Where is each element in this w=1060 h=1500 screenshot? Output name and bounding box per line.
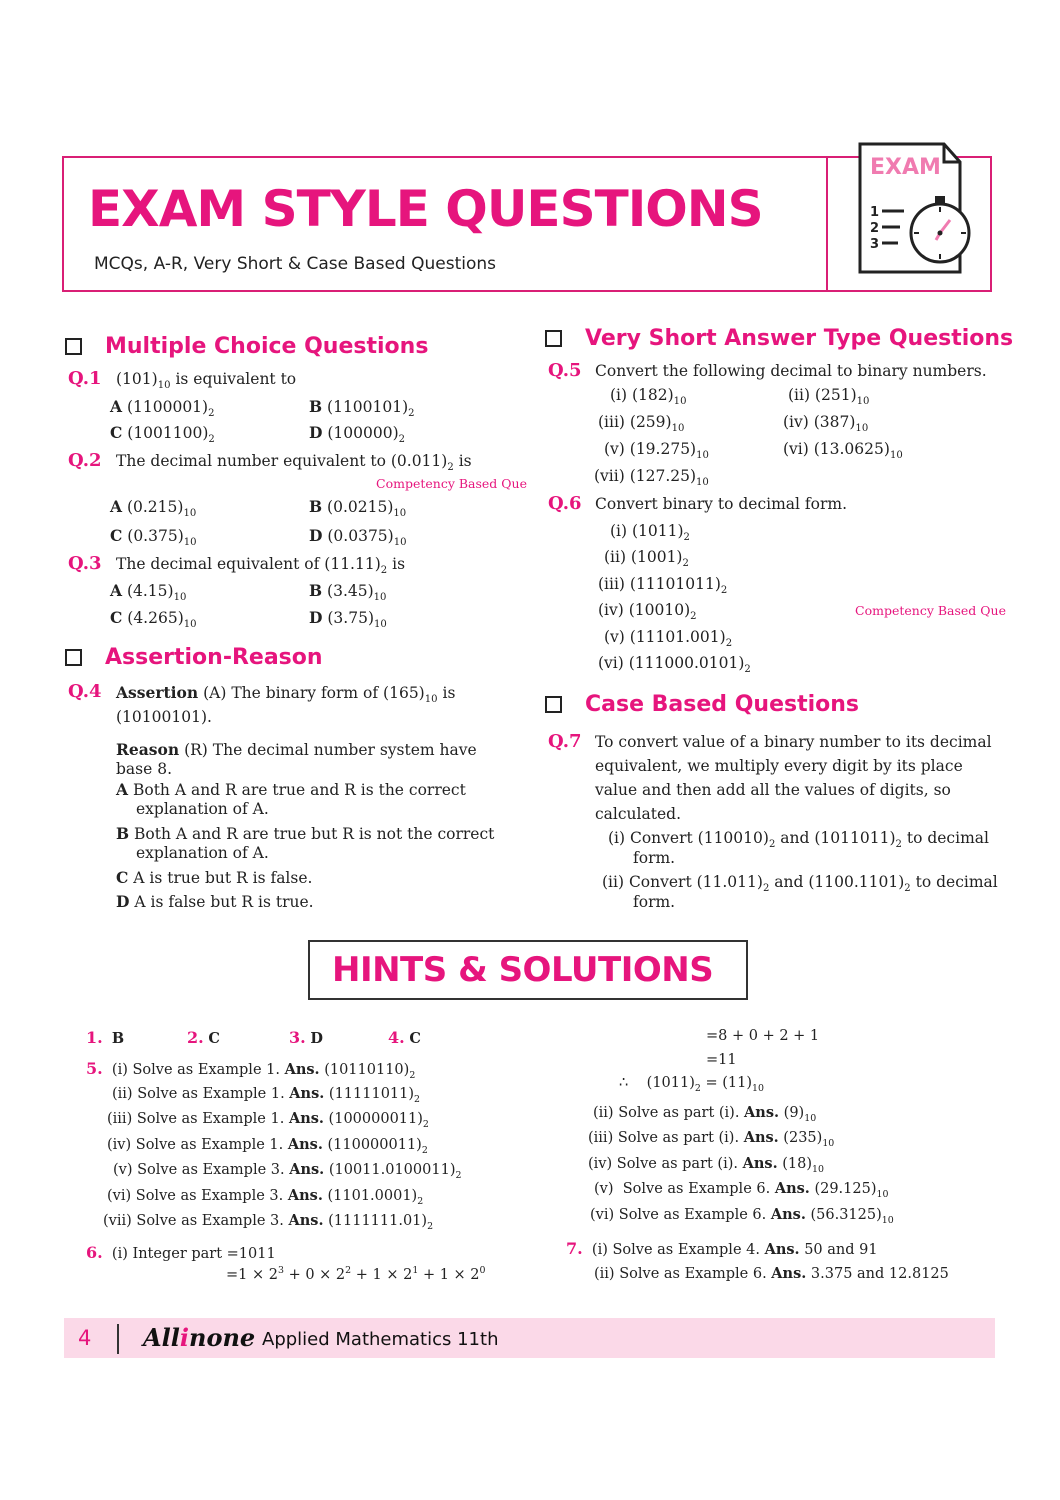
q7-line-1: To convert value of a binary number to its decimal (595, 733, 992, 751)
q2-option-b[interactable]: B $(0.0215)_{10}$ (309, 497, 407, 519)
answer-5-iv: (iv) Solve as Example 1. Ans. $(110000011)_2$ (107, 1136, 428, 1156)
answer-5-v: (v) Solve as Example 3. Ans. $(10011.0100011)_2$ (113, 1161, 462, 1181)
answer-2: 2. C (187, 1028, 220, 1047)
q5-part-vii: (vii) $(127.25)_{10}$ (594, 467, 709, 488)
answer-5-i: 5. (i) Solve as Example 1. Ans. $(10110110)_2$ (86, 1059, 416, 1081)
q1-text: $(101)_{10}$ is equivalent to (116, 370, 297, 391)
q2-option-d[interactable]: D $(0.0375)_{10}$ (309, 526, 407, 548)
q6-part-v: (v) $(11101.001)_2$ (604, 628, 733, 649)
answer-4: 4. C (388, 1028, 421, 1047)
exam-clipboard-icon (852, 140, 977, 275)
q1-option-c[interactable]: C $(1001100)_2$ (110, 423, 215, 445)
q5-text: Convert the following decimal to binary numbers. (595, 362, 987, 380)
q5-part-v: (v) $(19.275)_{10}$ (604, 440, 709, 461)
q5-part-iv: (iv) $(387)_{10}$ (783, 413, 869, 434)
page-subtitle: MCQs, A-R, Very Short & Case Based Questions (94, 254, 496, 274)
q4-assertion: Assertion (A) The binary form of $(165)_{10}$ is (116, 683, 456, 705)
q2-number: Q.2 (68, 450, 102, 471)
answer-6-iii: (iii) Solve as part (i). Ans. $(235)_{10}$ (588, 1129, 835, 1149)
q3-option-b[interactable]: B $(3.45)_{10}$ (309, 581, 387, 603)
q5-number: Q.5 (548, 360, 582, 381)
q3-text: The decimal equivalent of $(11.11)_2$ is (116, 555, 406, 576)
q6-part-iii: (iii) $(11101011)_2$ (598, 575, 728, 596)
vsa-checkbox[interactable] (545, 330, 562, 347)
svg-text:3: 3 (870, 237, 880, 252)
case-checkbox[interactable] (545, 696, 562, 713)
q4-number: Q.4 (68, 681, 102, 702)
hints-title: HINTS & SOLUTIONS (332, 950, 714, 990)
q4-option-b-line2: explanation of A. (136, 844, 269, 862)
q6-part-i: (i) $(1011)_2$ (610, 522, 690, 543)
answer-7-i: 7. (i) Solve as Example 4. Ans. 50 and 91 (566, 1239, 878, 1258)
answer-6-iv: (iv) Solve as part (i). Ans. $(18)_{10}$ (588, 1155, 824, 1175)
q7-part-ii-line2: form. (633, 893, 676, 911)
competency-tag: Competency Based Que (376, 476, 527, 491)
q1-option-d[interactable]: D $(100000)_2$ (309, 423, 406, 445)
svg-text:2: 2 (870, 221, 880, 236)
q7-line-2: equivalent, we multiply every digit by its place (595, 757, 963, 775)
q4-option-c[interactable]: C A is true but R is false. (116, 868, 313, 887)
page-title: EXAM STYLE QUESTIONS (88, 180, 763, 238)
answer-7-ii: (ii) Solve as Example 6. Ans. 3.375 and 12.8125 (594, 1265, 949, 1282)
competency-tag-2: Competency Based Que (855, 603, 1006, 618)
mcq-checkbox[interactable] (65, 338, 82, 355)
q4-assertion-value: (10100101). (116, 708, 212, 726)
q7-number: Q.7 (548, 731, 582, 752)
q7-line-4: calculated. (595, 805, 681, 823)
q6-number: Q.6 (548, 493, 582, 514)
ar-heading: Assertion-Reason (105, 645, 323, 670)
header-divider (826, 156, 828, 292)
vsa-heading: Very Short Answer Type Questions (585, 326, 1014, 351)
q1-option-a[interactable]: A $(1100001)_2$ (110, 397, 215, 419)
brand-logo: Allinone (143, 1323, 256, 1352)
q4-option-a-line2: explanation of A. (136, 800, 269, 818)
q6-part-ii: (ii) $(1001)_2$ (604, 548, 689, 569)
q1-option-b[interactable]: B $(1100101)_2$ (309, 397, 415, 419)
q7-line-3: value and then add all the values of digits, so (595, 781, 951, 799)
answer-6-total: =11 (706, 1052, 737, 1068)
q5-part-iii: (iii) $(259)_{10}$ (598, 413, 685, 434)
q4-option-d[interactable]: D A is false but R is true. (116, 892, 314, 911)
q6-text: Convert binary to decimal form. (595, 495, 848, 513)
q2-option-a[interactable]: A $(0.215)_{10}$ (110, 497, 197, 519)
svg-text:EXAM: EXAM (870, 155, 941, 180)
q4-reason-line2: base 8. (116, 760, 173, 778)
q4-reason: Reason (R) The decimal number system have (116, 740, 477, 759)
q3-option-a[interactable]: A $(4.15)_{10}$ (110, 581, 187, 603)
answer-3: 3. D (289, 1028, 323, 1047)
answer-6-i: 6. (i) Integer part =1011 (86, 1243, 276, 1262)
q3-option-d[interactable]: D $(3.75)_{10}$ (309, 608, 387, 630)
book-title: Applied Mathematics 11th (262, 1329, 499, 1350)
q4-option-b[interactable]: B Both A and R are true but R is not the correct (116, 824, 495, 843)
q5-part-i: (i) $(182)_{10}$ (610, 386, 687, 407)
answer-6-sum: =8 + 0 + 2 + 1 (706, 1028, 820, 1044)
q7-part-i-line2: form. (633, 849, 676, 867)
svg-text:1: 1 (870, 205, 880, 220)
answer-5-ii: (ii) Solve as Example 1. Ans. $(11111011)_2$ (112, 1085, 421, 1105)
answer-6-result: ∴ $(1011)_2 = (11)_{10}$ (619, 1075, 765, 1094)
q6-part-vi: (vi) $(111000.0101)_2$ (598, 654, 751, 675)
q5-part-vi: (vi) $(13.0625)_{10}$ (783, 440, 903, 461)
page-number: 4 (78, 1326, 92, 1350)
footer-divider (117, 1324, 119, 1354)
answer-6-ii: (ii) Solve as part (i). Ans. $(9)_{10}$ (593, 1104, 817, 1124)
q2-text: The decimal number equivalent to $(0.011)_2$ is (116, 452, 472, 473)
q2-option-c[interactable]: C $(0.375)_{10}$ (110, 526, 197, 548)
answer-5-iii: (iii) Solve as Example 1. Ans. $(100000011)_2$ (107, 1110, 429, 1130)
ar-checkbox[interactable] (65, 649, 82, 666)
q1-number: Q.1 (68, 368, 102, 389)
answer-6-vi: (vi) Solve as Example 6. Ans. $(56.3125)_{10}$ (590, 1206, 894, 1226)
q7-part-ii: (ii) Convert $(11.011)_2$ and $(1100.1101)_2$ to decimal (602, 873, 998, 894)
q4-option-a[interactable]: A Both A and R are true and R is the correct (116, 780, 466, 799)
mcq-heading: Multiple Choice Questions (105, 334, 429, 359)
q3-number: Q.3 (68, 553, 102, 574)
answer-6-v: (v) Solve as Example 6. Ans. $(29.125)_{10}$ (594, 1180, 889, 1200)
q3-option-c[interactable]: C $(4.265)_{10}$ (110, 608, 197, 630)
q7-part-i: (i) Convert $(110010)_2$ and $(1011011)_2$ to decimal (608, 829, 989, 850)
case-heading: Case Based Questions (585, 692, 860, 717)
answer-5-vi: (vi) Solve as Example 3. Ans. $(1101.0001)_2$ (107, 1187, 424, 1207)
q6-part-iv: (iv) $(10010)_2$ (598, 601, 697, 622)
answer-5-vii: (vii) Solve as Example 3. Ans. $(1111111.01)_2$ (103, 1212, 434, 1232)
answer-6-expansion: $=1 \times 2^3 + 0 \times 2^2 + 1 \times 2^1 + 1 \times 2^0$ (226, 1265, 486, 1283)
answer-1: 1. B (86, 1028, 125, 1047)
q5-part-ii: (ii) $(251)_{10}$ (788, 386, 870, 407)
